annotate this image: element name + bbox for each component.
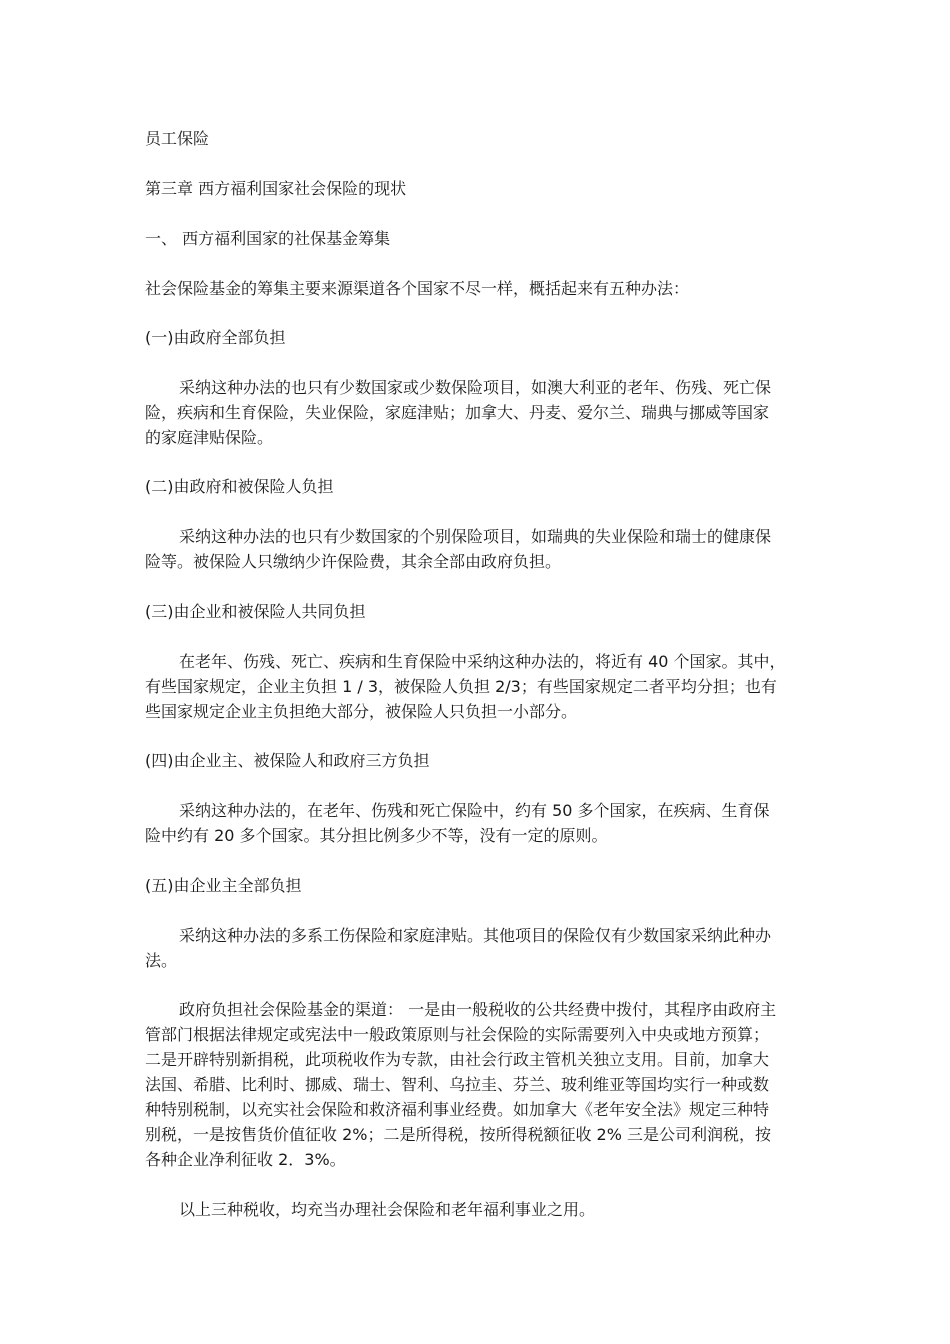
paragraph-line: 采纳这种办法的多系工伤保险和家庭津贴。其他项目的保险仅有少数国家采纳此种办 <box>179 926 772 945</box>
paragraph-line: 采纳这种办法的，在老年、伤残和死亡保险中，约有 50 多个国家，在疾病、生育保 <box>179 801 770 820</box>
paragraph-line: 在老年、伤残、死亡、疾病和生育保险中采纳这种办法的，将近有 40 个国家。其中， <box>179 652 786 671</box>
document-title: 员工保险 <box>145 129 210 148</box>
chapter-heading: 第三章 西方福利国家社会保险的现状 <box>145 179 407 198</box>
item-4-heading: (四)由企业主、被保险人和政府三方负担 <box>145 751 430 770</box>
closing-paragraph: 以上三种税收，均充当办理社会保险和老年福利事业之用。 <box>179 1200 596 1219</box>
paragraph-line: 种特别税制，以充实社会保险和救济福利事业经费。如加拿大《老年安全法》规定三种特 <box>145 1100 770 1119</box>
paragraph-line: 有些国家规定，企业主负担 1 / 3，被保险人负担 2/3；有些国家规定二者平均分担；也有 <box>145 677 777 696</box>
paragraph-line: 各种企业净利征收 2．3%。 <box>145 1150 346 1169</box>
paragraph-line: 些国家规定企业主负担绝大部分，被保险人只负担一小部分。 <box>145 702 578 721</box>
channels-paragraph <box>145 997 815 1172</box>
item-4-paragraph <box>145 798 815 848</box>
paragraph-line: 的家庭津贴保险。 <box>145 428 274 447</box>
paragraph-line: 险，疾病和生育保险，失业保险，家庭津贴；加拿大、丹麦、爱尔兰、瑞典与挪威等国家 <box>145 403 770 422</box>
paragraph-line: 二是开辟特别新捐税，此项税收作为专款，由社会行政主管机关独立支用。目前，加拿大 <box>145 1050 770 1069</box>
item-1-paragraph <box>145 375 815 450</box>
paragraph-line: 政府负担社会保险基金的渠道： 一是由一般税收的公共经费中拨付，其程序由政府主 <box>179 1000 777 1019</box>
section-heading: 一、 西方福利国家的社保基金筹集 <box>145 229 391 248</box>
paragraph-line: 险等。被保险人只缴纳少许保险费，其余全部由政府负担。 <box>145 552 562 571</box>
paragraph-line: 采纳这种办法的也只有少数国家或少数保险项目，如澳大利亚的老年、伤残、死亡保 <box>179 378 772 397</box>
paragraph-line: 险中约有 20 多个国家。其分担比例多少不等，没有一定的原则。 <box>145 826 608 845</box>
item-2-paragraph <box>145 524 815 574</box>
item-1-heading: (一)由政府全部负担 <box>145 328 286 347</box>
paragraph-line: 管部门根据法律规定或宪法中一般政策原则与社会保险的实际需要列入中央或地方预算； <box>145 1025 770 1044</box>
item-5-heading: (五)由企业主全部负担 <box>145 876 302 895</box>
intro-text: 社会保险基金的筹集主要来源渠道各个国家不尽一样，概括起来有五种办法： <box>145 279 690 298</box>
paragraph-line: 采纳这种办法的也只有少数国家的个别保险项目，如瑞典的失业保险和瑞士的健康保 <box>179 527 772 546</box>
item-3-heading: (三)由企业和被保险人共同负担 <box>145 602 366 621</box>
item-3-paragraph <box>145 649 815 724</box>
paragraph-line: 法国、希腊、比利时、挪威、瑞士、智利、乌拉圭、芬兰、玻利维亚等国均实行一种或数 <box>145 1075 770 1094</box>
paragraph-line: 别税，一是按售货价值征收 2%；二是所得税，按所得税额征收 2% 三是公司利润税，按 <box>145 1125 772 1144</box>
item-5-paragraph <box>145 923 815 973</box>
item-2-heading: (二)由政府和被保险人负担 <box>145 477 334 496</box>
paragraph-line: 法。 <box>145 951 178 970</box>
